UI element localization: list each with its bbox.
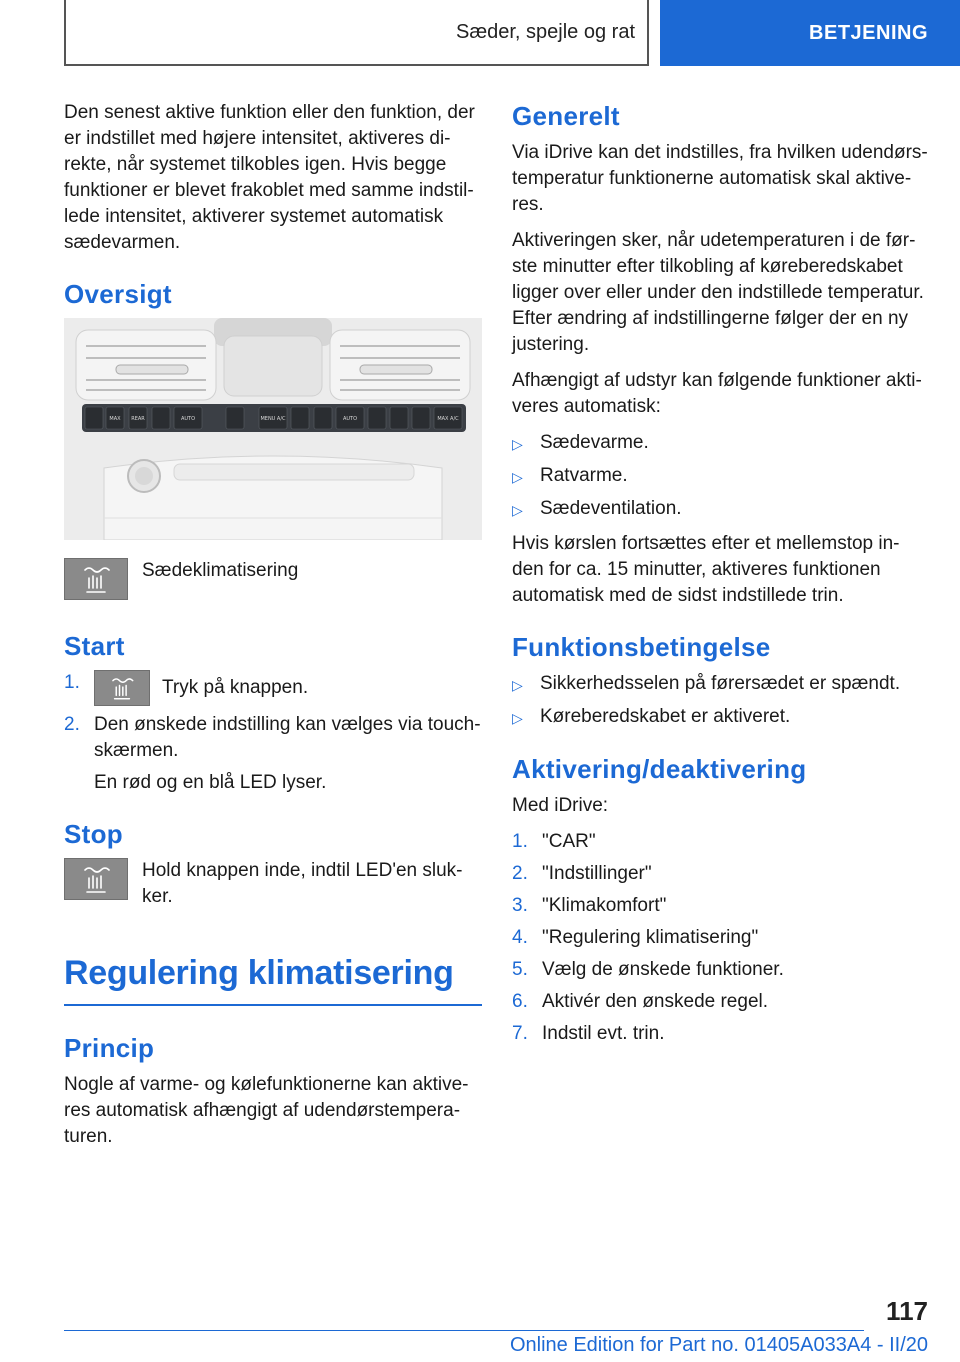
left-column bbox=[64, 100, 482, 1160]
princip-text: Nogle af varme- og kølefunktionerne kan aktive-res automatisk afhængigt af udendørstempera-turen. bbox=[64, 1074, 469, 1147]
step-text: "Klimakomfort" bbox=[542, 895, 667, 916]
header-chapter bbox=[64, 0, 649, 66]
climate-panel-illustration bbox=[64, 318, 482, 540]
step-number: 1. bbox=[64, 672, 80, 693]
list-item bbox=[512, 1021, 930, 1047]
list-item-text: Ratvarme. bbox=[540, 465, 628, 486]
step-number: 3. bbox=[512, 895, 528, 916]
seat-ventilation-icon bbox=[64, 558, 128, 600]
stop-text: Hold knappen inde, indtil LED'en sluk-ker. bbox=[142, 860, 463, 907]
list-item-text: Køreberedskabet er aktiveret. bbox=[540, 706, 791, 727]
step-text: Indstil evt. trin. bbox=[542, 1023, 665, 1044]
step-number: 7. bbox=[512, 1023, 528, 1044]
oversigt-heading: Oversigt bbox=[64, 279, 172, 309]
climate-panel-photo bbox=[64, 318, 482, 540]
list-item bbox=[512, 925, 930, 951]
list-item bbox=[512, 861, 930, 887]
chapter-title: Sæder, spejle og rat bbox=[456, 20, 635, 43]
princip-heading: Princip bbox=[64, 1033, 155, 1063]
list-item bbox=[512, 496, 930, 523]
photo-label-max-ac: MAX A/C bbox=[437, 416, 459, 422]
seat-ventilation-icon bbox=[94, 670, 150, 706]
step-text: Vælg de ønskede funktioner. bbox=[542, 959, 784, 980]
step-number: 5. bbox=[512, 959, 528, 980]
triangle-right-icon: ▷ bbox=[512, 502, 523, 518]
step-text: "Indstillinger" bbox=[542, 863, 652, 884]
photo-label-rear: REAR bbox=[131, 416, 145, 422]
triangle-right-icon: ▷ bbox=[512, 710, 523, 726]
right-column bbox=[512, 100, 930, 1053]
activation-intro: Med iDrive: bbox=[512, 795, 609, 816]
list-item-text: Sikkerhedsselen på førersædet er spændt. bbox=[540, 673, 901, 694]
list-item-text: Sædevarme. bbox=[540, 432, 649, 453]
start-note: En rød og en blå LED lyser. bbox=[94, 772, 327, 793]
step-number: 2. bbox=[512, 863, 528, 884]
start-steps bbox=[64, 670, 482, 764]
list-item bbox=[512, 463, 930, 490]
generelt-paragraph-3: Afhængigt af udstyr kan følgende funktioner akti-veres automatisk: bbox=[512, 370, 922, 417]
step-text: "CAR" bbox=[542, 831, 596, 852]
generelt-paragraph-2: Aktiveringen sker, når udetemperaturen i de før-ste minutter efter tilkobling af køreberedskabet ligger over eller under den indstillede temperatur. Efter ændring af indstillingerne følger der en ny justering. bbox=[512, 230, 924, 355]
seat-ventilation-icon bbox=[64, 858, 128, 900]
intro-paragraph: Den senest aktive funktion eller den funktion, der er indstillet med højere intensitet, aktiveres di-rekte, når systemet tilkobles igen. Hvis begge funktioner er blevet frakoblet med samme indstil-lede intensitet, aktiverer systemet automatisk sædevarmen. bbox=[64, 102, 475, 253]
step-text: Den ønskede indstilling kan vælges via touch-skærmen. bbox=[94, 714, 481, 761]
step-number: 6. bbox=[512, 991, 528, 1012]
list-item bbox=[512, 989, 930, 1015]
triangle-right-icon: ▷ bbox=[512, 436, 523, 452]
list-item bbox=[512, 829, 930, 855]
triangle-right-icon: ▷ bbox=[512, 469, 523, 485]
list-item bbox=[512, 893, 930, 919]
list-item bbox=[64, 712, 482, 764]
header-section-tab bbox=[660, 0, 960, 66]
generelt-heading: Generelt bbox=[512, 101, 620, 131]
start-heading: Start bbox=[64, 631, 125, 661]
list-item-text: Sædeventilation. bbox=[540, 498, 682, 519]
step-text: Aktivér den ønskede regel. bbox=[542, 991, 769, 1012]
condition-heading: Funktionsbetingelse bbox=[512, 632, 771, 662]
section-title: BETJENING bbox=[809, 21, 928, 44]
list-item bbox=[512, 671, 930, 698]
list-item bbox=[512, 957, 930, 983]
photo-label-menu: MENU A/C bbox=[260, 416, 286, 422]
footer-edition: Online Edition for Part no. 01405A033A4 - II/20 bbox=[509, 1334, 928, 1356]
auto-functions-list bbox=[512, 430, 930, 523]
step-number: 2. bbox=[64, 714, 80, 735]
seat-climate-icon-row bbox=[64, 558, 482, 600]
icon-caption: Sædeklimatisering bbox=[142, 560, 299, 581]
step-text: "Regulering klimatisering" bbox=[542, 927, 759, 948]
stop-heading: Stop bbox=[64, 819, 123, 849]
triangle-right-icon: ▷ bbox=[512, 677, 523, 693]
generelt-paragraph-1: Via iDrive kan det indstilles, fra hvilken udendørs-temperatur funktionerne automatisk skal aktive-res. bbox=[512, 142, 928, 215]
step-number: 4. bbox=[512, 927, 528, 948]
footer-divider bbox=[64, 1330, 864, 1331]
list-item bbox=[512, 430, 930, 457]
photo-label-max: MAX bbox=[109, 416, 121, 422]
condition-list bbox=[512, 671, 930, 731]
photo-label-auto-right: AUTO bbox=[342, 416, 358, 422]
activation-steps bbox=[512, 829, 930, 1047]
activation-heading: Aktivering/deaktivering bbox=[512, 754, 807, 784]
step-text: Tryk på knappen. bbox=[162, 677, 309, 698]
page-number: 117 bbox=[886, 1296, 928, 1326]
generelt-paragraph-4: Hvis kørslen fortsættes efter et mellemstop in-den for ca. 15 minutter, aktiveres funktionen automatisk med de sidst indstillede trin. bbox=[512, 533, 900, 606]
stop-row bbox=[64, 858, 482, 910]
list-item bbox=[512, 704, 930, 731]
step-number: 1. bbox=[512, 831, 528, 852]
list-item bbox=[64, 670, 482, 706]
main-heading: Regulering klimatisering bbox=[64, 952, 482, 1006]
photo-label-auto: AUTO bbox=[180, 416, 196, 422]
